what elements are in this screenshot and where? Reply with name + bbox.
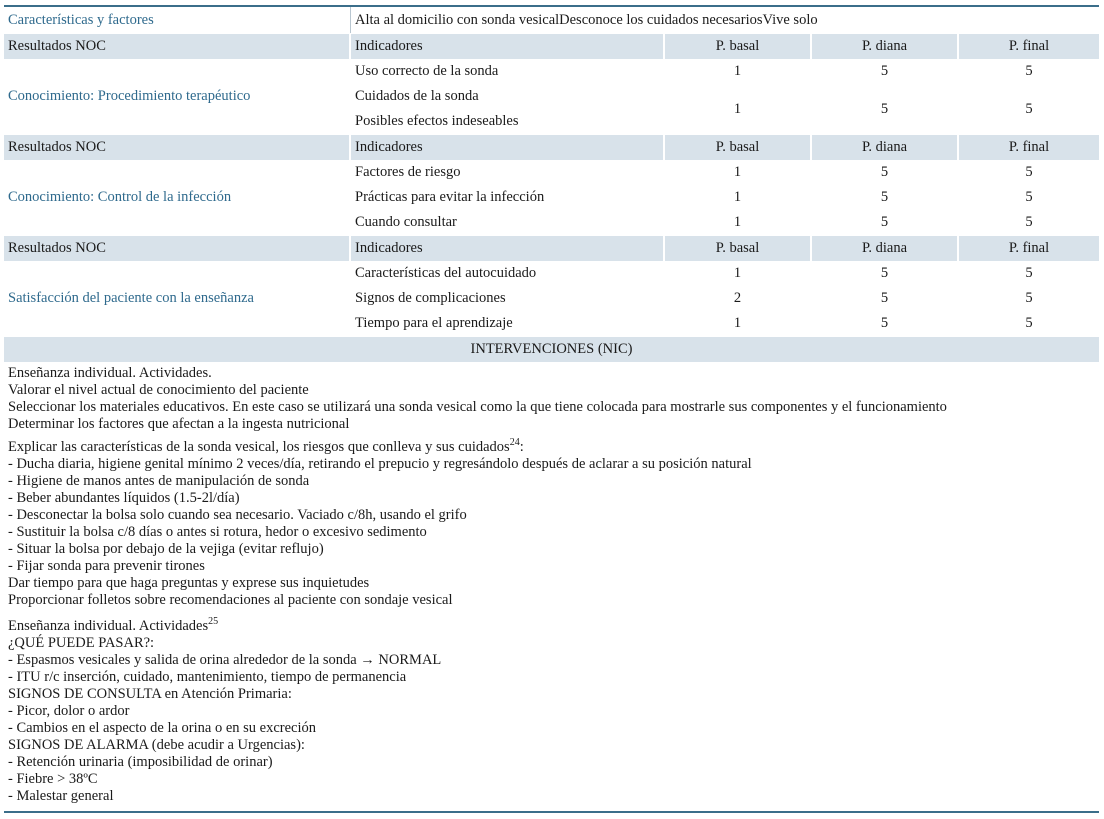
final-cell: 5 [1025, 214, 1033, 230]
nic-line: Enseñanza individual. Actividades. [8, 365, 212, 381]
basal-cell: 1 [733, 63, 742, 79]
noc-header-row [4, 236, 1099, 261]
noc-header: Resultados NOC [4, 34, 349, 59]
nic-line: SIGNOS DE ALARMA (debe acudir a Urgencias): [8, 737, 305, 753]
diana-cell: 5 [880, 265, 889, 281]
basal-header: P. basal [665, 135, 810, 160]
indicator-cell: Posibles efectos indeseables [355, 113, 519, 129]
characteristics-value: Alta al domicilio con sonda vesicalDesconoce los cuidados necesariosVive solo [350, 7, 1098, 33]
nic-line: ¿QUÉ PUEDE PASAR?: [8, 635, 155, 651]
indicator-cell: Uso correcto de la sonda [355, 63, 499, 79]
diana-cell: 5 [880, 100, 889, 117]
diana-header: P. diana [812, 135, 957, 160]
indicator-cell: Cuando consultar [355, 214, 457, 230]
spacer [8, 609, 1099, 618]
nic-line [8, 618, 1099, 635]
final-cell: 5 [1025, 290, 1033, 306]
table-row [349, 185, 1099, 210]
nic-line: - Cambios en el aspecto de la orina o en su excreción [8, 720, 317, 736]
diana-header: P. diana [812, 34, 957, 59]
final-header: P. final [959, 34, 1099, 59]
basal-cell: 1 [733, 189, 742, 205]
final-cell: 5 [1025, 63, 1033, 79]
basal-cell: 1 [733, 164, 742, 180]
nic-line: - Malestar general [8, 788, 114, 804]
final-cell: 5 [1025, 100, 1033, 117]
indicators-header: Indicadores [351, 135, 663, 160]
diana-cell: 5 [880, 189, 889, 205]
care-plan-table [4, 5, 1099, 805]
diana-cell: 5 [880, 290, 889, 306]
noc-outcome-label: Conocimiento: Control de la infección [8, 189, 232, 205]
bottom-rule [4, 811, 1099, 813]
nic-line [8, 439, 1099, 456]
basal-header: P. basal [665, 236, 810, 261]
nic-line: Dar tiempo para que haga preguntas y exprese sus inquietudes [8, 575, 370, 591]
indicators-header: Indicadores [351, 34, 663, 59]
basal-cell: 1 [733, 265, 742, 281]
noc-outcome-label: Conocimiento: Procedimiento terapéutico [8, 88, 251, 104]
nic-line: - Fijar sonda para prevenir tirones [8, 558, 205, 574]
characteristics-row [4, 7, 1099, 33]
diana-cell: 5 [880, 164, 889, 180]
nic-line: - Desconectar la bolsa solo cuando sea necesario. Vaciado c/8h, usando el grifo [8, 507, 467, 523]
nic-intro-end: : [519, 439, 524, 455]
nic-line: - Higiene de manos antes de manipulación de sonda [8, 473, 310, 489]
nic-intro: Explicar las características de la sonda vesical, los riesgos que conlleva y sus cuidados [8, 439, 510, 455]
final-header: P. final [959, 135, 1099, 160]
table-row-merged [349, 84, 1099, 134]
noc-group [4, 160, 1099, 235]
table-row [349, 261, 1099, 286]
table-row [349, 311, 1099, 336]
nic-line: - Espasmos vesicales y salida de orina alrededor de la sonda → NORMAL [8, 652, 442, 668]
final-cell: 5 [1025, 189, 1033, 205]
nic-line: SIGNOS DE CONSULTA en Atención Primaria: [8, 686, 292, 702]
indicator-cell: Signos de complicaciones [355, 290, 506, 306]
noc-group [4, 261, 1099, 336]
nic-line: - Ducha diaria, higiene genital mínimo 2 veces/día, retirando el prepucio y regresándolo después de aclarar a su posición natural [8, 456, 752, 472]
indicator-cell: Tiempo para el aprendizaje [355, 315, 513, 331]
noc-header: Resultados NOC [4, 236, 349, 261]
basal-cell: 1 [733, 214, 742, 230]
nic-line: - Sustituir la bolsa c/8 días o antes si rotura, hedor o excesivo sedimento [8, 524, 427, 540]
final-cell: 5 [1025, 265, 1033, 281]
final-cell: 5 [1025, 315, 1033, 331]
diana-cell: 5 [880, 315, 889, 331]
nic-line: - Retención urinaria (imposibilidad de orinar) [8, 754, 273, 770]
table-row [349, 59, 1099, 84]
nic-line: - Situar la bolsa por debajo de la vejiga (evitar reflujo) [8, 541, 324, 557]
nic-line: Seleccionar los materiales educativos. En este caso se utilizará una sonda vesical como la que tiene colocada para mostrarle sus componentes y el funcionamiento [8, 399, 947, 415]
nic-line: Proporcionar folletos sobre recomendaciones al paciente con sondaje vesical [8, 592, 453, 608]
nic-line: - ITU r/c inserción, cuidado, mantenimiento, tiempo de permanencia [8, 669, 407, 685]
noc-header-row [4, 34, 1099, 59]
characteristics-label: Características y factores [8, 12, 154, 28]
indicators-header: Indicadores [351, 236, 663, 261]
noc-header-row [4, 135, 1099, 160]
basal-header: P. basal [665, 34, 810, 59]
nic-line: Valorar el nivel actual de conocimiento del paciente [8, 382, 309, 398]
reference-superscript: 24 [509, 437, 520, 449]
indicator-cell: Factores de riesgo [355, 164, 461, 180]
nic-intro: Enseñanza individual. Actividades [8, 618, 209, 634]
basal-cell: 1 [733, 100, 742, 117]
final-cell: 5 [1025, 164, 1033, 180]
diana-cell: 5 [880, 63, 889, 79]
noc-outcome-label: Satisfacción del paciente con la enseñanza [8, 290, 254, 306]
nic-line: Determinar los factores que afectan a la ingesta nutricional [8, 416, 350, 432]
table-row [349, 160, 1099, 185]
final-header: P. final [959, 236, 1099, 261]
table-row [349, 210, 1099, 235]
interventions-header: INTERVENCIONES (NIC) [4, 337, 1099, 362]
diana-header: P. diana [812, 236, 957, 261]
nic-line: - Picor, dolor o ardor [8, 703, 130, 719]
indicator-cell: Características del autocuidado [355, 265, 537, 281]
table-row [349, 286, 1099, 311]
basal-cell: 1 [733, 315, 742, 331]
indicator-cell: Cuidados de la sonda [355, 88, 479, 104]
indicator-cell: Prácticas para evitar la infección [355, 189, 545, 205]
noc-header: Resultados NOC [4, 135, 349, 160]
diana-cell: 5 [880, 214, 889, 230]
nic-line: - Fiebre > 38ºC [8, 771, 98, 787]
noc-group [4, 59, 1099, 134]
reference-superscript: 25 [208, 616, 219, 628]
interventions-body [4, 362, 1099, 805]
nic-line: - Beber abundantes líquidos (1.5-2l/día) [8, 490, 240, 506]
basal-cell: 2 [733, 290, 742, 306]
